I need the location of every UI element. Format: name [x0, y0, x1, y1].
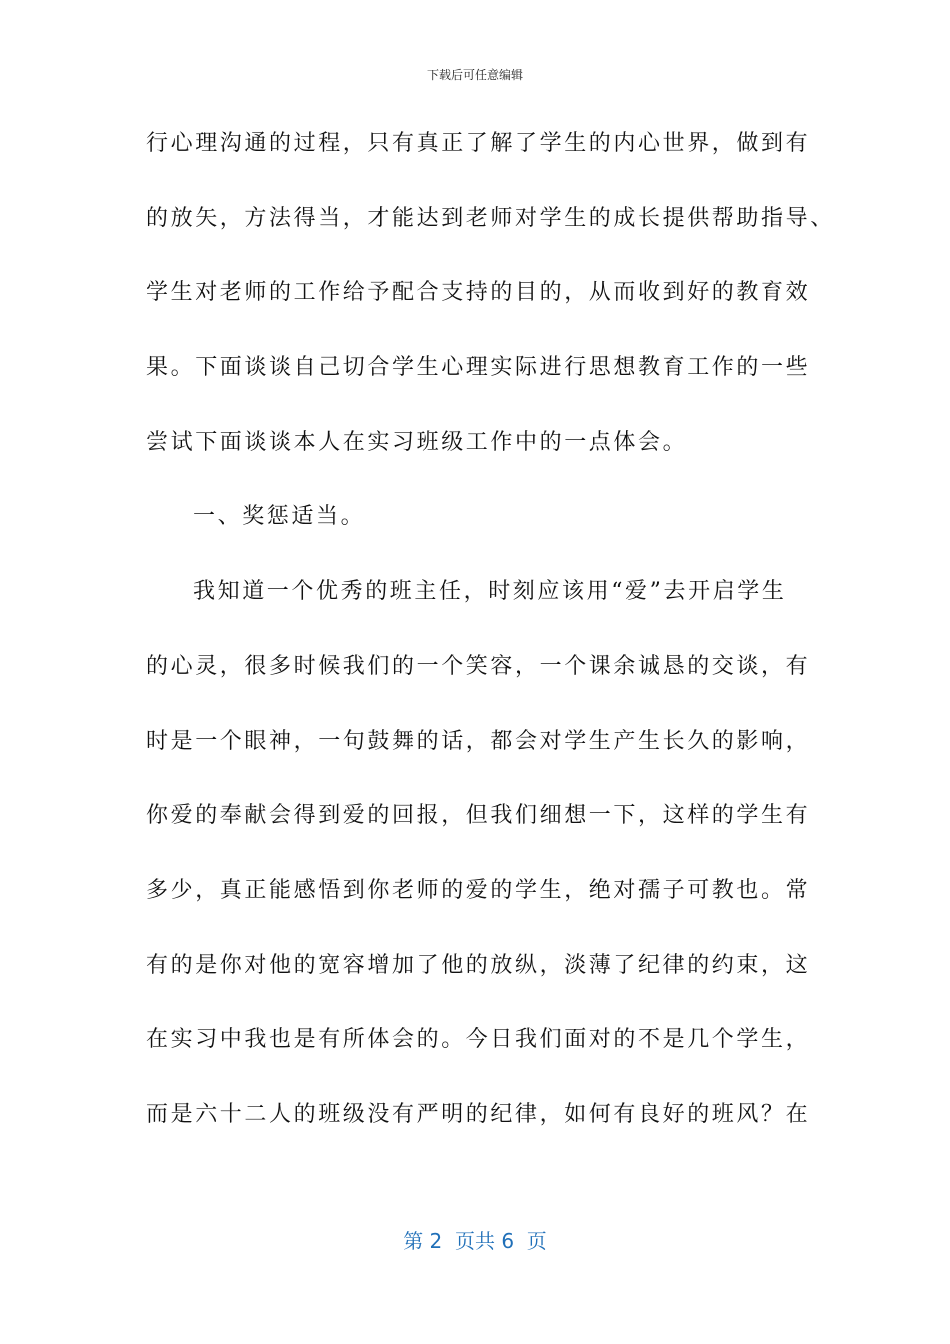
text-line: 而是六十二人的班级没有严明的纪律，如何有良好的班风？在: [146, 1101, 811, 1127]
text-line: 我知道一个优秀的班主任，时刻应该用“爱”去开启学生: [193, 579, 787, 605]
text-line: 你爱的奉献会得到爱的回报，但我们细想一下，这样的学生有: [146, 803, 811, 829]
text-line: 时是一个眼神，一句鼓舞的话，都会对学生产生长久的影响，: [146, 728, 811, 754]
text-line: 果。下面谈谈自己切合学生心理实际进行思想教育工作的一些: [146, 355, 811, 381]
text-line: 在实习中我也是有所体会的。今日我们面对的不是几个学生，: [146, 1027, 811, 1053]
page-header: 下载后可任意编辑: [426, 68, 523, 82]
body-text: [146, 122, 846, 1168]
text-line: 多少，真正能感悟到你老师的爱的学生，绝对孺子可教也。常: [146, 877, 811, 903]
text-line: 有的是你对他的宽容增加了他的放纵，淡薄了纪律的约束，这: [146, 952, 811, 978]
text-line: 行心理沟通的过程，只有真正了解了学生的内心世界，做到有: [146, 131, 811, 156]
text-line: 的心灵，很多时候我们的一个笑容，一个课余诚恳的交谈，有: [146, 653, 811, 679]
section-heading: 一、奖惩适当。: [193, 504, 366, 530]
text-line: 尝试下面谈谈本人在实习班级工作中的一点体会。: [146, 429, 688, 455]
text-line: 的放矢，方法得当，才能达到老师对学生的成长提供帮助指导、: [146, 205, 835, 231]
page-number: 第 2 页共 6 页: [403, 1229, 547, 1253]
text-line: 学生对老师的工作给予配合支持的目的，从而收到好的教育效: [146, 280, 811, 306]
